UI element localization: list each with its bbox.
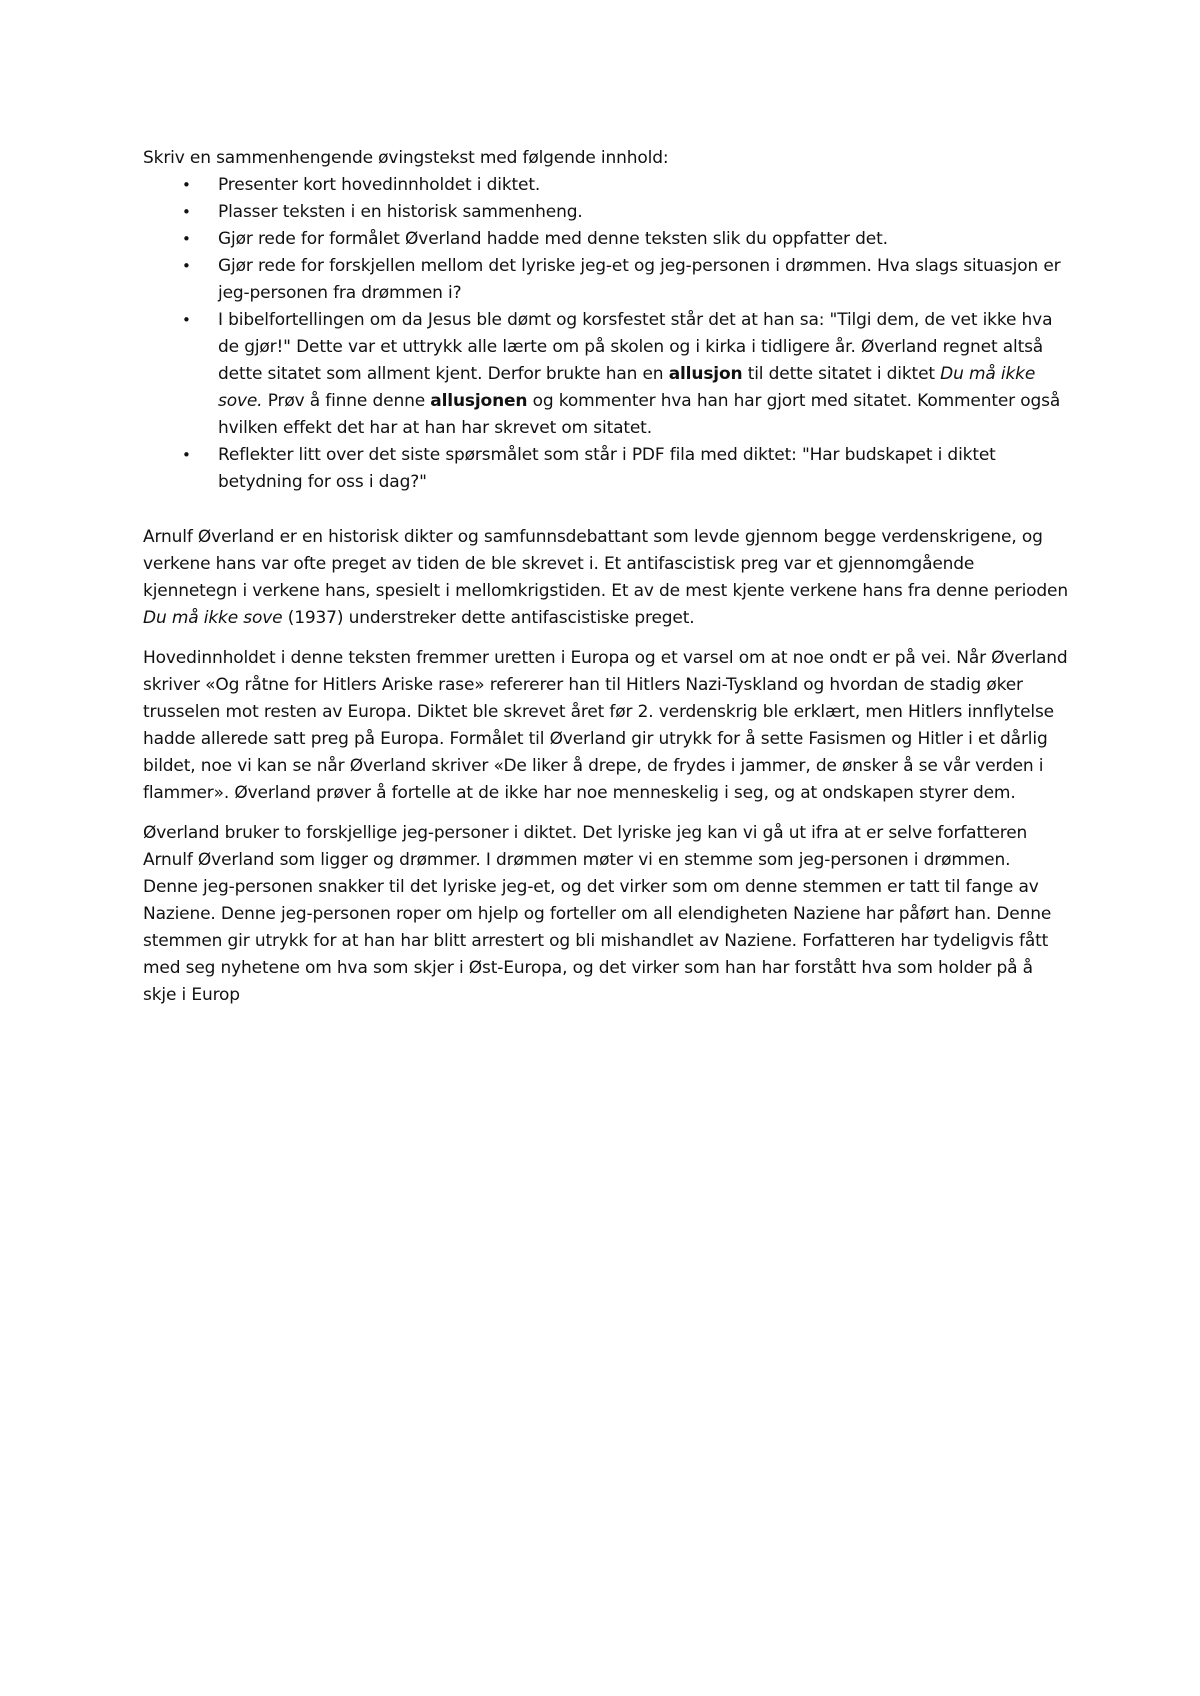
assignment-intro: Skriv en sammenhengende øvingstekst med følgende innhold: [143, 148, 669, 168]
bullet-icon: • [182, 203, 191, 221]
task-text: Plasser teksten i en historisk sammenheng. [218, 202, 583, 222]
task-text: Presenter kort hovedinnholdet i diktet. [218, 175, 541, 195]
task-item-lyrical-self [143, 253, 1068, 307]
assignment-task-list [143, 172, 1068, 496]
task-text-segment: til dette sitatet i diktet [742, 364, 941, 384]
poem-title: Du må ikke sove [143, 608, 283, 628]
task-item-reflection [143, 442, 1068, 496]
task-item-summary [143, 172, 1068, 199]
bullet-icon: • [182, 446, 191, 464]
task-text-segment: og kommenter hva han har gjort med sitatet. Kommenter også hvilken effekt det har at han har skrevet om sitatet. [218, 391, 1061, 438]
bullet-icon: • [182, 176, 191, 194]
essay-paragraph-intro [143, 524, 1068, 632]
task-item-purpose [143, 226, 1068, 253]
task-text: Gjør rede for forskjellen mellom det lyriske jeg-et og jeg-personen i drømmen. Hva slags situasjon er jeg-personen fra drømmen i? [218, 256, 1061, 303]
paragraph-text-segment: Arnulf Øverland er en historisk dikter og samfunnsdebattant som levde gjennom begge verdenskrigene, og verkene hans var ofte preget av tiden de ble skrevet i. Et antifascistisk preg var et gjennomgående kjennetegn i verkene hans, spesielt i mellomkrigstiden. Et av de mest kjente verkene hans fra denne perioden [143, 527, 1068, 601]
paragraph-text-segment: (1937) understreker dette antifascistiske preget. [282, 608, 695, 628]
bullet-icon: • [182, 230, 191, 248]
document-page [143, 145, 1068, 1009]
poem-title: Du må ikke sove. [218, 364, 1036, 411]
task-item-historical-context [143, 199, 1068, 226]
essay-paragraph-content: Hovedinnholdet i denne teksten fremmer uretten i Europa og et varsel om at noe ondt er på vei. Når Øverland skriver «Og råtne for Hitlers Ariske rase» refererer han til Hitlers Nazi-Tyskland og hvordan de stadig øker trusselen mot resten av Europa. Diktet ble skrevet året før 2. verdenskrig ble erklært, men Hitlers innflytelse hadde allerede satt preg på Europa. Formålet til Øverland gir utrykk for å sette Fasismen og Hitler i et dårlig bildet, noe vi kan se når Øverland skriver «De liker å drepe, de frydes i jammer, de ønsker å se vår verden i flammer». Øverland prøver å fortelle at de ikke har noe menneskelig i seg, og at ondskapen styrer dem. [143, 648, 1068, 803]
emphasized-term: allusjon [668, 364, 743, 384]
bullet-icon: • [182, 257, 191, 275]
essay-paragraph-jeg-personer: Øverland bruker to forskjellige jeg-personer i diktet. Det lyriske jeg kan vi gå ut ifra at er selve forfatteren Arnulf Øverland som ligger og drømmer. I drømmen møter vi en stemme som jeg-personen i drømmen. Denne jeg-personen snakker til det lyriske jeg-et, og det virker som om denne stemmen er tatt til fange av Naziene. Denne jeg-personen roper om hjelp og forteller om all elendigheten Naziene har påført han. Denne stemmen gir utrykk for at han har blitt arrestert og bli mishandlet av Naziene. Forfatteren har tydeligvis fått med seg nyhetene om hva som skjer i Øst-Europa, og det virker som han har forstått hva som holder på å skje i Europ [143, 823, 1052, 1005]
task-text-segment: Prøv å finne denne [262, 391, 431, 411]
task-text-segment: I bibelfortellingen om da Jesus ble dømt og korsfestet står det at han sa: "Tilgi dem, de vet ikke hva de gjør!" Dette var et uttrykk alle lærte om på skolen og i kirka i tidligere år. Øverland regnet altså dette sitatet som allment kjent. Derfor brukte han en [218, 310, 1053, 384]
task-text: Reflekter litt over det siste spørsmålet som står i PDF fila med diktet: "Har budskapet i diktet betydning for oss i dag?" [218, 445, 996, 492]
task-item-allusion [143, 307, 1068, 442]
task-text: Gjør rede for formålet Øverland hadde med denne teksten slik du oppfatter det. [218, 229, 888, 249]
bullet-icon: • [182, 311, 191, 329]
emphasized-term: allusjonen [430, 391, 528, 411]
